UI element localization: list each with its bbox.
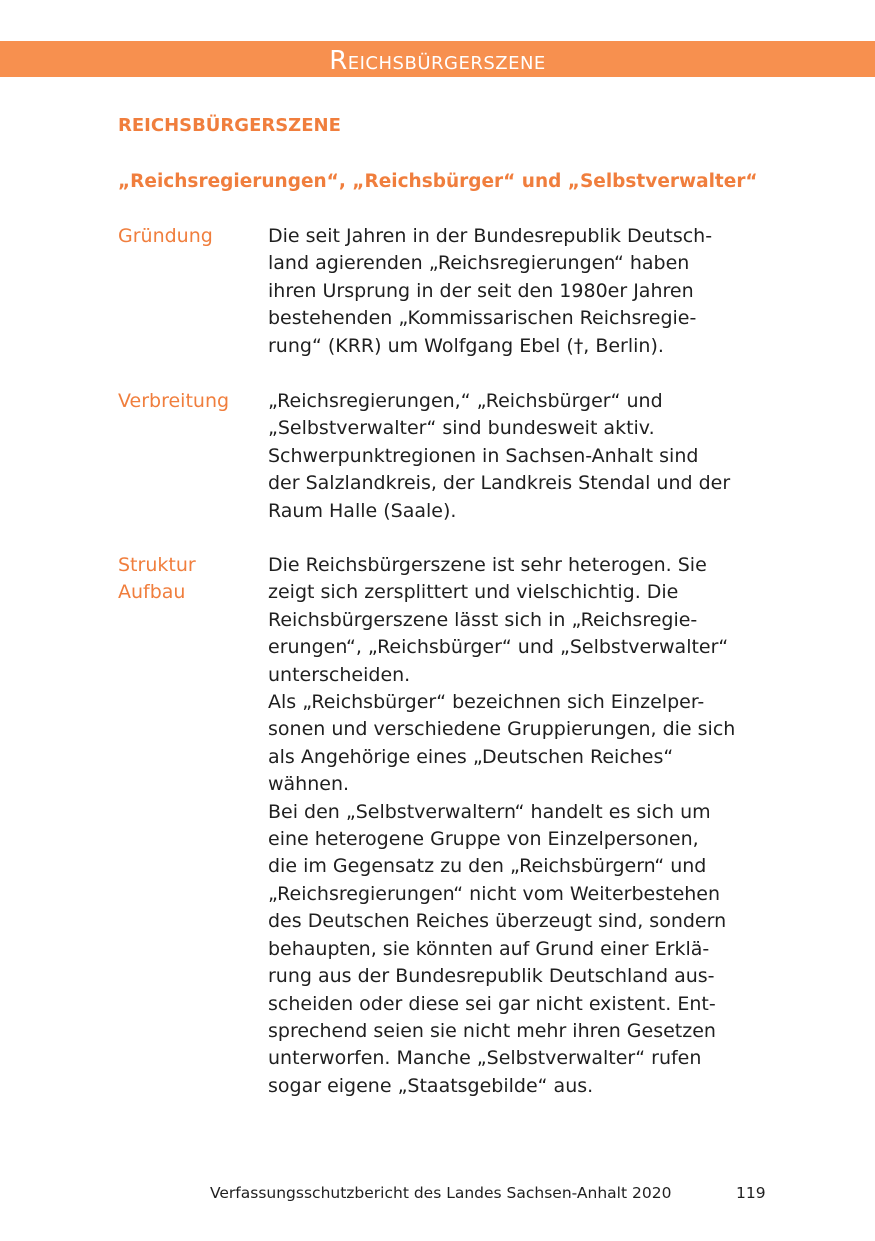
page-number: 119: [736, 1184, 766, 1202]
text-line: rung aus der Bundesrepublik Deutschland aus-: [268, 965, 715, 988]
text-line: ihren Ursprung in der seit den 1980er Jahren: [268, 279, 694, 302]
section-heading: REICHSBÜRGERSZENE: [118, 115, 341, 136]
text-line: „Selbstverwalter“ sind bundesweit aktiv.: [268, 417, 655, 440]
label-line: Gründung: [118, 225, 213, 247]
section-text: [268, 388, 758, 525]
section-label: [118, 552, 196, 607]
text-line: „Reichsregierungen“ nicht vom Weiterbestehen: [268, 882, 721, 905]
text-line: als Angehörige eines „Deutschen Reiches“: [268, 745, 674, 768]
text-line: zeigt sich zersplittert und vielschichtig. Die: [268, 581, 679, 604]
text-line: Schwerpunktregionen in Sachsen-Anhalt sind: [268, 444, 699, 467]
text-line: erungen“, „Reichsbürger“ und „Selbstverwalter“: [268, 636, 729, 659]
text-line: unterscheiden.: [268, 663, 411, 686]
text-line: behaupten, sie könnten auf Grund einer Erklä-: [268, 937, 710, 960]
label-line: Struktur: [118, 554, 196, 576]
text-line: sonen und verschiedene Gruppierungen, die sich: [268, 718, 736, 741]
text-line: des Deutschen Reiches überzeugt sind, sondern: [268, 910, 727, 933]
section-label: [118, 223, 213, 250]
section-text: [268, 552, 758, 1100]
text-line: der Salzlandkreis, der Landkreis Stendal und der: [268, 472, 731, 495]
footer-title: Verfassungsschutzbericht des Landes Sachsen-Anhalt 2020: [210, 1184, 672, 1202]
text-line: sprechend seien sie nicht mehr ihren Gesetzen: [268, 1019, 716, 1042]
text-line: „Reichsregierungen,“ „Reichsbürger“ und: [268, 390, 663, 412]
text-line: Die Reichsbürgerszene ist sehr heterogen. Sie: [268, 554, 707, 576]
text-line: Raum Halle (Saale).: [268, 499, 457, 522]
section-label: [118, 388, 229, 415]
text-line: eine heterogene Gruppe von Einzelpersonen,: [268, 828, 699, 851]
text-line: sogar eigene „Staatsgebilde“ aus.: [268, 1074, 594, 1097]
label-line: Verbreitung: [118, 390, 230, 412]
text-line: Als „Reichsbürger“ bezeichnen sich Einzelper-: [268, 691, 705, 714]
text-line: Reichsbürgerszene lässt sich in „Reichsregie-: [268, 608, 698, 631]
section-text: [268, 223, 758, 360]
text-line: Die seit Jahren in der Bundesrepublik Deutsch-: [268, 225, 713, 247]
text-line: rung“ (KRR) um Wolfgang Ebel (†, Berlin).: [268, 334, 664, 357]
text-line: Bei den „Selbstverwaltern“ handelt es sich um: [268, 800, 711, 823]
banner-title: Reichsbürgerszene: [0, 41, 875, 77]
text-line: bestehenden „Kommissarischen Reichsregie-: [268, 307, 697, 330]
section-subheading: „Reichsregierungen“, „Reichsbürger“ und „Selbstverwalter“: [118, 171, 758, 192]
text-line: die im Gegensatz zu den „Reichsbürgern“ und: [268, 855, 707, 878]
label-line: Aufbau: [118, 581, 186, 604]
text-line: scheiden oder diese sei gar nicht existent. Ent-: [268, 992, 716, 1015]
text-line: wähnen.: [268, 773, 350, 796]
text-line: land agierenden „Reichsregierungen“ haben: [268, 252, 690, 275]
text-line: unterworfen. Manche „Selbstverwalter“ rufen: [268, 1047, 702, 1070]
